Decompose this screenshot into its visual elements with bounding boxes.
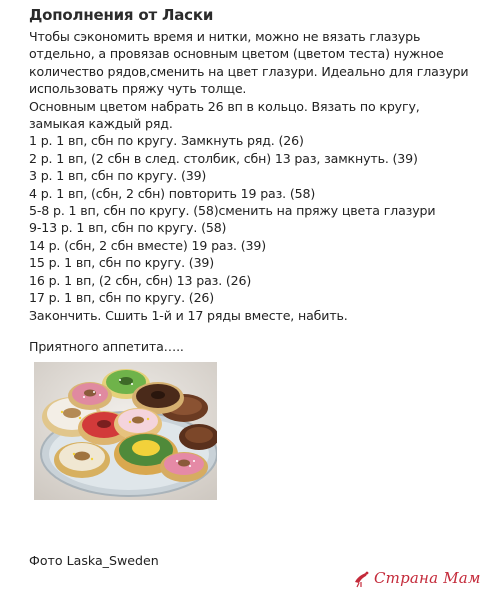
photo-caption: Фото Laska_Sweden bbox=[29, 553, 159, 568]
row-instruction: 9-13 р. 1 вп, сбн по кругу. (58) bbox=[29, 220, 227, 236]
row-instruction: 14 р. (сбн, 2 сбн вместе) 19 раз. (39) bbox=[29, 237, 267, 253]
row-instruction: 1 р. 1 вп, сбн по кругу. Замкнуть ряд. (26) bbox=[29, 133, 304, 149]
row-instruction: 17 р. 1 вп, сбн по кругу. (26) bbox=[29, 290, 215, 306]
row-instruction: 16 р. 1 вп, (2 сбн, сбн) 13 раз. (26) bbox=[29, 272, 252, 288]
row-instruction: 2 р. 1 вп, (2 сбн в след. столбик, сбн) 13 раз, замкнуть. (39) bbox=[29, 150, 418, 166]
stork-logo-icon bbox=[352, 568, 372, 588]
intro-line: использовать пряжу чуть толще. bbox=[29, 81, 247, 97]
row-instruction: 3 р. 1 вп, сбн по кругу. (39) bbox=[29, 168, 207, 184]
intro-line: количество рядов,сменить на цвет глазури. Идеально для глазури bbox=[29, 63, 469, 79]
donuts-photo bbox=[34, 362, 217, 500]
intro-line: Основным цветом набрать 26 вп в кольцо. Вязать по кругу, bbox=[29, 98, 420, 114]
intro-line: Чтобы сэкономить время и нитки, можно не вязать глазурь bbox=[29, 29, 421, 44]
recipe-text bbox=[29, 28, 499, 355]
intro-line: отдельно, а провязав основным цветом (цветом теста) нужное bbox=[29, 46, 444, 62]
document-title: Дополнения от Ласки bbox=[29, 6, 214, 24]
closing-phrase: Приятного аппетита….. bbox=[29, 338, 184, 354]
site-watermark bbox=[352, 567, 481, 589]
intro-line: замыкая каждый ряд. bbox=[29, 116, 173, 132]
row-instruction: 15 р. 1 вп, сбн по кругу. (39) bbox=[29, 255, 215, 271]
watermark-text: Страна Мам bbox=[374, 569, 481, 587]
finish-instruction: Закончить. Сшить 1-й и 17 ряды вместе, набить. bbox=[29, 307, 348, 323]
row-instruction: 4 р. 1 вп, (сбн, 2 сбн) повторить 19 раз. (58) bbox=[29, 185, 316, 201]
row-instruction: 5-8 р. 1 вп, сбн по кругу. (58)сменить на пряжу цвета глазури bbox=[29, 203, 436, 219]
